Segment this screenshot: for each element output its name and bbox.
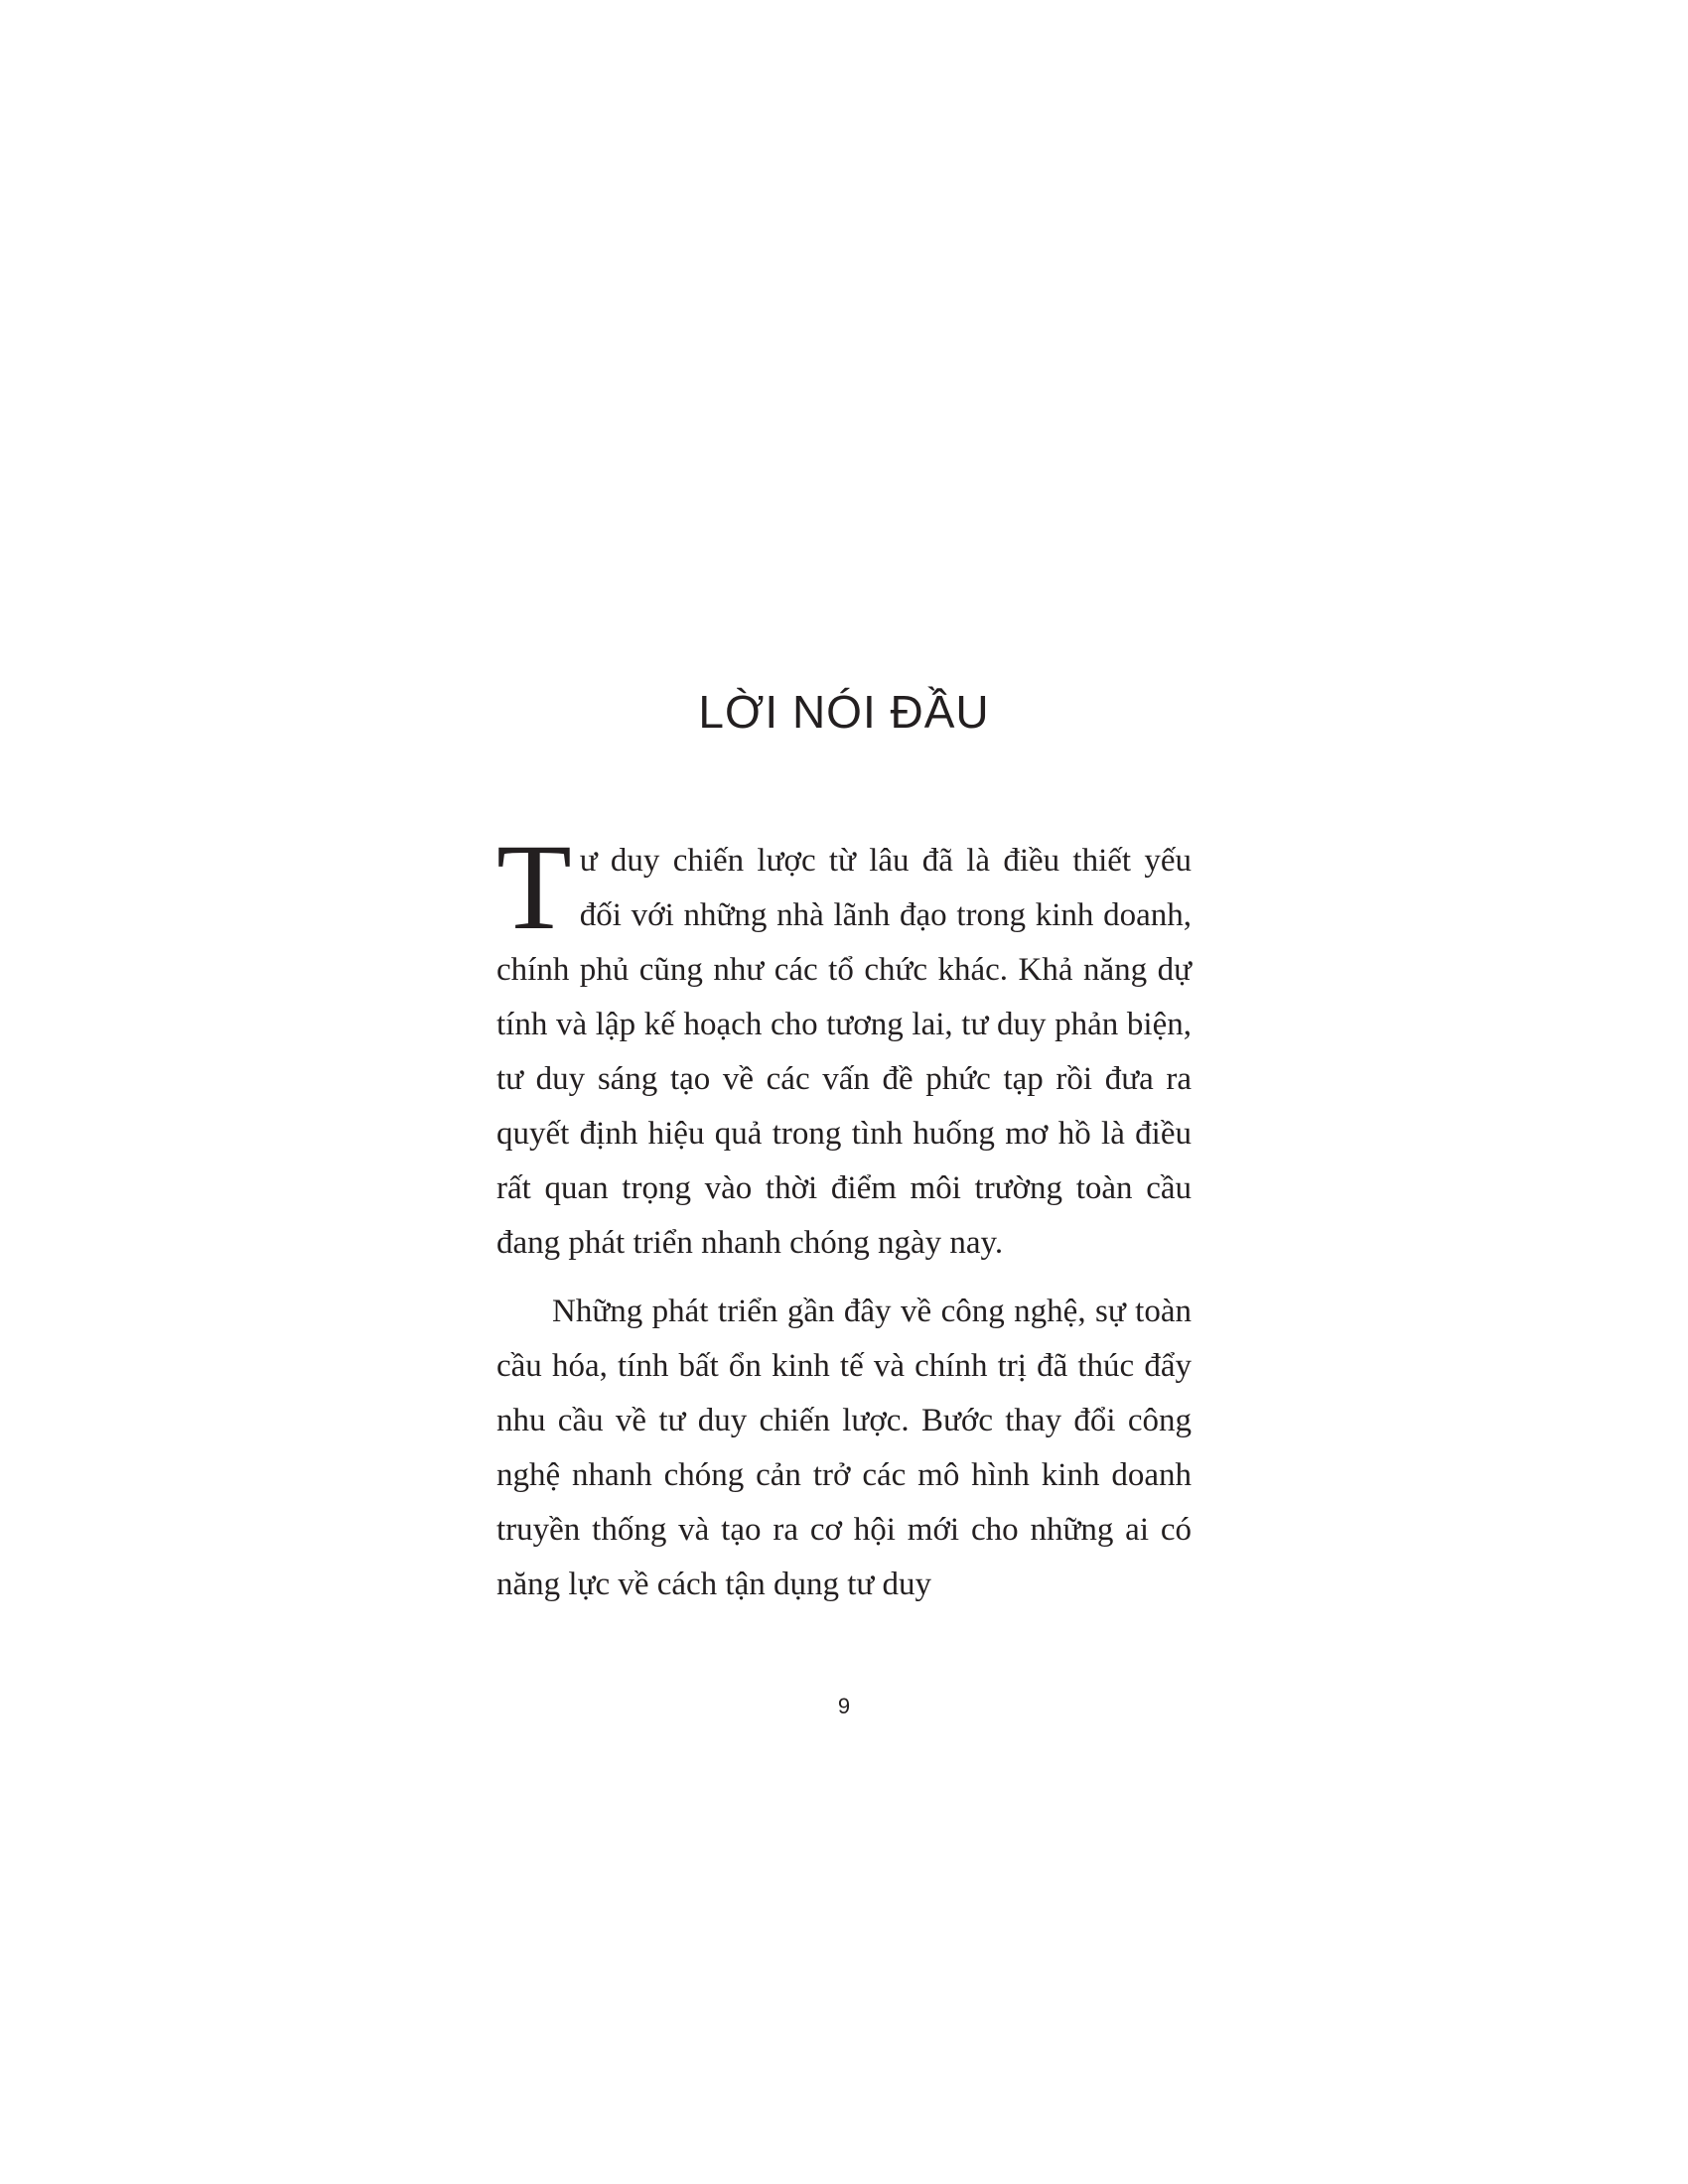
page-number: 9 bbox=[837, 1694, 851, 1718]
paragraph-1 bbox=[496, 819, 1192, 1271]
paragraph-2: Những phát triển gần đây về công nghệ, sự toàn cầu hóa, tính bất ổn kinh tế và chính trị đã thúc đẩy nhu cầu về tư duy chiến lược. Bước thay đổi công nghệ nhanh chóng cản trở các mô hình kinh doanh truyền thống và tạo ra cơ hội mới cho những ai có năng lực về cách tận dụng tư duy bbox=[496, 1294, 1192, 1602]
paragraph-1-text: ư duy chiến lược từ lâu đã là điều thiết yếu đối với những nhà lãnh đạo trong kinh doanh, chính phủ cũng như các tổ chức khác. Khả năng dự tính và lập kế hoạch cho tương lai, tư duy phản biện, tư duy sáng tạo về các vấn đề phức tạp rồi đưa ra quyết định hiệu quả trong tình huống mơ hồ là điều rất quan trọng vào thời điểm môi trường toàn cầu đang phát triển nhanh chóng ngày nay. bbox=[496, 843, 1192, 1261]
drop-cap: T bbox=[496, 819, 572, 955]
chapter-title: LỜI NÓI ĐẦU bbox=[698, 686, 990, 738]
body-text bbox=[496, 819, 1192, 1612]
